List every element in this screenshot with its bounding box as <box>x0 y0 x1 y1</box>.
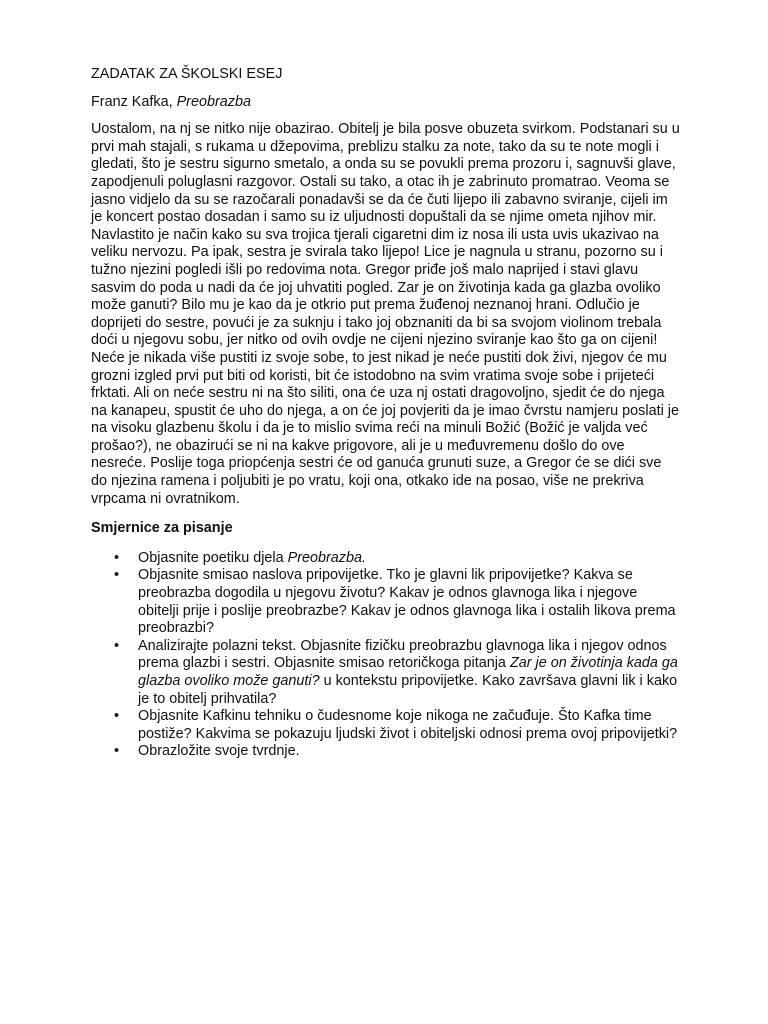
guideline-text-after: u kontekstu pripovijetke. Kako završava glavni lik i kako je to obitelj prihvatila? <box>138 673 678 707</box>
guideline-text: Objasnite smisao naslova pripovijetke. Tko je glavni lik pripovijetke? Kakva se preobrazba dogodila u njegovu životu? Kakav je odnos glavnoga lika i njegove obitelji prije i poslije preobrazbe? Kakav je odnos glavnoga lika i ostalih likova prema preobrazbi? <box>138 567 676 637</box>
guideline-item <box>91 743 681 761</box>
bullet-icon: • <box>114 743 120 760</box>
author-name: Franz Kafka, <box>91 93 177 110</box>
author-line <box>91 94 681 112</box>
guideline-text: Obrazložite svoje tvrdnje. <box>138 743 300 760</box>
bullet-icon: • <box>114 637 120 654</box>
guideline-italic: Preobrazba. <box>287 549 367 566</box>
guideline-italic: Zar je on životinja kada ga glazba ovoliko može ganuti? <box>138 655 678 689</box>
guideline-item <box>91 567 681 637</box>
guidelines-list <box>91 550 681 761</box>
guideline-text: Analizirajte polazni tekst. Objasnite fizičku preobrazbu glavnoga lika i njegov odnos prema glazbi i sestri. Objasnite smisao retoričkoga pitanja <box>138 637 667 672</box>
guideline-item <box>91 708 681 743</box>
guideline-text: Objasnite Kafkinu tehniku o čudesnome koje nikoga ne začuđuje. Što Kafka time postiže? Kakvima se pokazuju ljudski život i obiteljski odnosi prema ovoj pripovijetki? <box>138 708 678 742</box>
document-page <box>91 66 681 761</box>
bullet-icon: • <box>114 549 120 566</box>
source-passage: Uostalom, na nj se nitko nije obazirao. Obitelj je bila posve obuzeta svirkom. Podstanari su u prvi mah stajali, s rukama u džepovima, preblizu stalku za note, tako da su te note mogli i gledati, što je sestru sigurno smetalo, a onda su se povukli prema prozoru i, sagnuvši glave, zapodjenuli poluglasni razgovor. Ostali su tako, a otac ih je zabrinuto promatrao. Veoma se jasno vidjelo da su se razočarali ponadavši se da će čuti lijepo ili zabavno sviranje, cijeli im je koncert postao dosadan i samo su iz uljudnosti dopuštali da se njime ometa njihov mir. Navlastito je način kako su sva trojica tjerali cigaretni dim iz nosa ili usta uvis ukazivao na veliku nervozu. Pa ipak, sestra je svirala tako lijepo! Lice je nagnula u stranu, pozorno su i tužno njezini pogledi išli po redovima nota. Gregor priđe još malo naprijed i stavi glavu sasvim do poda u nadi da će joj uhvatiti pogled. Zar je on životinja kada ga glazba ovoliko može ganuti? Bilo mu je kao da je otkrio put prema žuđenoj neznanoj hrani. Odlučio je doprijeti do sestre, povući je za suknju i tako joj obznaniti da bi sa svojom violinom trebala doći u njegovu sobu, jer nitko od ovih ovdje ne cijeni njezino sviranje kao što ga on cijeni! Neće je nikada više pustiti iz svoje sobe, to jest nikad je neće pustiti dok živi, njegov će mu grozni izgled prvi put biti od koristi, bit će istodobno na svim vratima svoje sobe i prijeteći frktati. Ali on neće sestru ni na što siliti, ona će uza nj ostati dragovoljno, sjedit će do njega na kanapeu, spustit će uho do njega, a on će joj povjeriti da je imao čvrstu namjeru poslati je na visoku glazbenu školu i da je to mislio svima reći na minuli Božić (Božić je valjda već prošao?), ne obazirući se ni na kakve prigovore, ali je u međuvremenu došlo do ove nesreće. Poslije toga priopćenja sestri će od ganuća grunuti suze, a Gregor će se dići sve do njezina ramena i poljubiti je po vratu, koji ona, otkako ide na posao, više ne prekriva vrpcama ni ovratnikom. <box>91 121 680 507</box>
bullet-icon: • <box>114 567 120 584</box>
work-title: Preobrazba <box>176 93 251 110</box>
document-title: ZADATAK ZA ŠKOLSKI ESEJ <box>91 66 283 82</box>
guideline-item <box>91 638 681 708</box>
guideline-item <box>91 550 681 568</box>
guideline-text: Objasnite poetiku djela <box>138 549 288 566</box>
bullet-icon: • <box>114 708 120 725</box>
guidelines-heading: Smjernice za pisanje <box>91 520 233 537</box>
